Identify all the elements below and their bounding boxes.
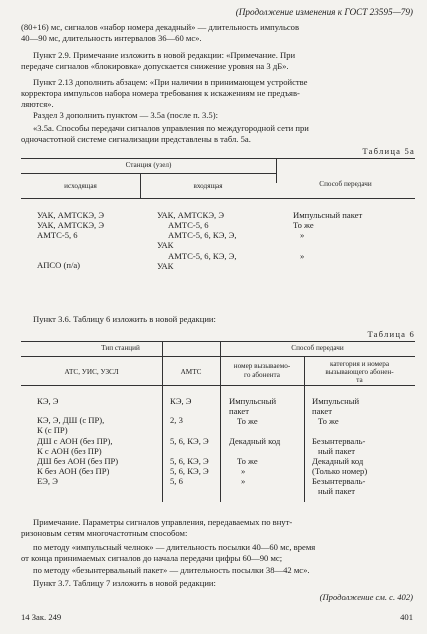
p29-line-2: передаче сигналов «блокировка» допускается снижение уровня на 3 дБ».	[21, 61, 289, 71]
table6-ats-9: ЕЭ, Э	[37, 476, 58, 486]
note-line-4: от конца принимаемых сигналов до начала передачи цифры 60—90 мс;	[21, 553, 283, 563]
table6-amts-9: 5, 6	[170, 476, 183, 486]
p213-line-2: корректора импульсов набора номера требования к искажениям не предъяв-	[21, 88, 300, 98]
table6-ats-1: КЭ, Э	[37, 396, 59, 406]
table6-ats-6: К с АОН (без ПР)	[37, 446, 102, 456]
table5a-in-3: АМТС-5, 6, КЭ, Э,	[168, 230, 237, 240]
p37-line: Пункт 3.7. Таблицу 7 изложить в новой редакции:	[33, 578, 216, 588]
table5a-col-out: исходящая	[64, 182, 97, 190]
note-line-1: Примечание. Параметры сигналов управления, передаваемых по внут-	[33, 517, 293, 527]
table6-amts-8: 5, 6, КЭ, Э	[170, 466, 209, 476]
table6-category-2: пакет	[312, 406, 332, 416]
page-number: 401	[400, 612, 413, 622]
table6-col-category-2: вызывающего абонен-	[325, 368, 394, 376]
p35a-line-1: «3.5а. Способы передачи сигналов управления по междугородной сети при	[33, 123, 309, 133]
table6-amts-1: КЭ, Э	[170, 396, 192, 406]
table6-category-8: (Только номер)	[312, 466, 368, 476]
table5a-out-3: АМТС-5, 6	[37, 230, 78, 240]
table6-ats-5: ДШ с АОН (без ПР),	[37, 436, 113, 446]
table6-category-5: Безынтерваль-	[312, 436, 366, 446]
table5a-method-3: »	[300, 230, 305, 240]
table6-col-method: Способ передачи	[291, 344, 344, 352]
footer-order: 14 Зак. 249	[21, 612, 62, 622]
table6-amts-7: 5, 6, КЭ, Э	[170, 456, 209, 466]
note-line-2: ризоновым сетям многочастотным способом:	[21, 528, 188, 538]
table6-caller-3: То же	[237, 416, 258, 426]
table5a-method-2: То же	[293, 220, 314, 230]
table6-ats-3: КЭ, Э, ДШ (с ПР),	[37, 415, 105, 425]
table6-caller-8: »	[241, 466, 246, 476]
p29-line-1: Пункт 2.9. Примечание изложить в новой редакции: «Примечание. При	[33, 50, 296, 60]
table6-amts-5: 5, 6, КЭ, Э	[170, 436, 209, 446]
p213-line-3: ляются».	[21, 99, 54, 109]
table6-ats-8: К без АОН (без ПР)	[37, 466, 110, 476]
table5a-in-4: УАК	[157, 240, 174, 250]
table6-caption: Таблица 6	[367, 329, 415, 339]
running-header: (Продолжение изменения к ГОСТ 23595—79)	[235, 7, 413, 17]
table5a-caption: Таблица 5а	[362, 146, 415, 156]
table6-caller-5: Декадный код	[229, 436, 281, 446]
p36-line: Пункт 3.6. Таблицу 6 изложить в новой редакции:	[33, 314, 216, 324]
table6-category-9: Безынтерваль-	[312, 476, 366, 486]
table5a-in-5: АМТС-5, 6, КЭ, Э,	[168, 251, 237, 261]
p35a-line-2: одночастотной системе сигнализации представлены в табл. 5а.	[21, 134, 251, 144]
table6-category-3: То же	[318, 416, 339, 426]
table5a-out-1: УАК, АМТСКЭ, Э	[37, 210, 104, 220]
table5a-in-6: УАК	[157, 261, 174, 271]
table5a-col-in: входящая	[193, 182, 223, 190]
table6-category-7: Декадный код	[312, 456, 364, 466]
table5a-col-method: Способ передачи	[319, 180, 372, 188]
table6-caller-9: »	[241, 476, 246, 486]
note-line-3: по методу «импульсный челнок» — длительность посылки 40—60 мс, время	[33, 542, 316, 552]
table6-ats-4: К (с ПР)	[37, 425, 68, 435]
table6-category-10: ный пакет	[318, 486, 356, 496]
table6-col-caller-2: го абонента	[244, 371, 280, 379]
table5a-out-2: УАК, АМТСКЭ, Э	[37, 220, 104, 230]
table6-category-1: Импульсный	[312, 396, 360, 406]
table6-category-6: ный пакет	[318, 446, 356, 456]
table5a-method-1: Импульсный пакет	[293, 210, 363, 220]
table6-ats-7: ДШ без АОН (без ПР)	[37, 456, 119, 466]
table6-col-amts: АМТС	[180, 368, 202, 376]
continued-note: (Продолжение см. с. 402)	[319, 592, 413, 602]
intro-line-2: 40—90 мс, длительность интервалов 36—60 мс».	[21, 33, 202, 43]
table5a-method-5: »	[300, 251, 305, 261]
intro-line-1: (80+16) мс, сигналов «набор номера декадный» — длительность импульсов	[21, 22, 300, 32]
note-line-5: по методу «безынтервальный пакет» — длительность посылки 38—42 мс».	[33, 565, 310, 575]
table5a-group-header: Станция (узел)	[125, 161, 172, 169]
table6-col-caller-1: номер вызываемо-	[233, 362, 291, 370]
table6-caller-2: пакет	[229, 406, 249, 416]
section3-line: Раздел 3 дополнить пунктом — 3.5а (после п. 3.5):	[33, 110, 218, 120]
table6-col-category-3: та	[356, 376, 363, 384]
table5a-in-1: УАК, АМТСКЭ, Э	[157, 210, 224, 220]
table6-caller-1: Импульсный	[229, 396, 277, 406]
table6-amts-3: 2, 3	[170, 415, 183, 425]
table6-col-type: Тип станций	[101, 344, 140, 352]
table6-caller-7: То же	[237, 456, 258, 466]
p213-line-1: Пункт 2.13 дополнить абзацем: «При наличии в принимающем устройстве	[33, 77, 308, 87]
table6-col-ats: АТС, УИС, УЗСЛ	[64, 368, 119, 376]
table5a-in-2: АМТС-5, 6	[168, 220, 209, 230]
table5a-out-6: АПСО (п/а)	[37, 260, 81, 270]
table6-col-category-1: категория и номера	[329, 360, 390, 368]
